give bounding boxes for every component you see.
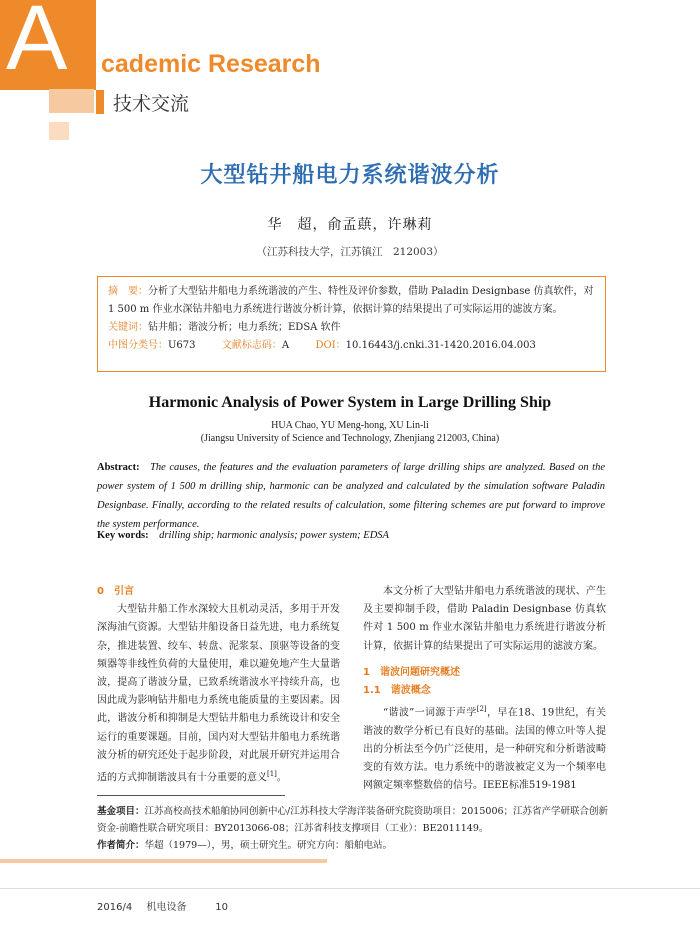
author-note: 作者简介：华超（1979—），男，硕士研究生。研究方向：船舶电站。	[97, 840, 392, 851]
section-0-paragraph: 大型钻井船工作水深较大且机动灵活，多用于开发深海油气资源。大型钻井船设备日益先进，电力系统复杂，推进装置、绞车、转盘、泥浆泵、顶驱等设备的变频器等非线性负荷的大量使用，难以避免地产生大量谐波，提高了谐波分量，已致系统谐波水平持续升高，也因此成为影响钻井船电力系统电能质量的主要因素。因此，谐波分析和抑制是大型钻井船电力系统设计和安全运行的重要课题。目前，国内对大型钻井船电力系统谐波分析的研究还处于起步阶段，对此展开研究并运用合适的方式抑制谐波具有十分重要的意义[1]。	[97, 604, 340, 784]
decor-bar	[96, 90, 104, 114]
body-column-right	[363, 583, 606, 796]
doi-value: 10.16443/j.cnki.31-1420.2016.04.003	[345, 340, 536, 351]
authors-cn: 华 超，俞孟蕻，许琳莉	[267, 217, 433, 233]
decor-square-small	[49, 122, 69, 140]
section-1-1-paragraph: “谐波”一词源于声学[2]，早在18、19世纪，有关谐波的数学分析已有良好的基础。法国的傅立叶等人提出的分析法至今仍广泛使用，是一种研究和分析谐波畸变的有效方法。电力系统中的谐波被定义为一个频率电网额定频率整数倍的信号。IEEE标准519-1981	[363, 705, 606, 792]
section-1-1-heading: 1.1 谐波概念	[363, 685, 431, 697]
logo-letter: A	[6, 0, 68, 89]
page-number: 10	[215, 902, 228, 913]
page-footer	[97, 898, 228, 913]
citation-1: [1]	[267, 770, 277, 779]
authors-en: HUA Chao, YU Meng-hong, XU Lin-li	[271, 420, 429, 431]
section-title: cademic Research	[101, 50, 321, 78]
citation-2: [2]	[476, 705, 487, 714]
decor-square	[49, 89, 94, 113]
paper-title-cn: 大型钻井船电力系统谐波分析	[200, 163, 500, 188]
clc-value: U673	[168, 340, 196, 351]
doc-value: A	[281, 340, 290, 351]
section-1-heading: 1 谐波问题研究概述	[363, 666, 460, 678]
body-column-left	[97, 583, 340, 788]
footnote-rule	[97, 795, 285, 796]
keywords-cn	[108, 319, 595, 337]
affiliation-en: (Jiangsu University of Science and Technology, Zhenjiang 212003, China)	[200, 433, 500, 444]
keywords-en-text: drilling ship; harmonic analysis; power system; EDSA	[159, 530, 389, 541]
abstract-en	[97, 458, 605, 534]
keywords-en	[97, 530, 605, 541]
classification-line	[108, 337, 595, 355]
abstract-en-label: Abstract:	[97, 462, 140, 473]
journal-name: 机电设备	[146, 902, 187, 913]
paper-title-en: Harmonic Analysis of Power System in Large Drilling Ship	[148, 394, 552, 411]
abstract-cn-box	[97, 276, 606, 372]
fund-note: 基金项目：江苏高校高技术船舶协同创新中心/江苏科技大学海洋装备研究院资助项目：2015006；江苏省产学研联合创新资金-前瞻性联合研究项目：BY2013066-08；江苏省科技支撑项目（工业）：BE2011149。	[97, 806, 609, 834]
clc-label: 中图分类号：	[108, 340, 168, 351]
abstract-cn	[108, 283, 595, 319]
doi-label: DOI：	[315, 340, 346, 351]
keywords-cn-text: 钻井船；谐波分析；电力系统；EDSA 软件	[148, 322, 341, 333]
footer-rule	[0, 888, 700, 889]
abstract-en-text: The causes, the features and the evaluation parameters of large drilling ships are analyzed. Based on the power system of 1 500 m drilling ship, harmonic can be analyzed and calculated by the simulation software Paladin Designbase. Finally, according to the related results of calculation, some filtering schemes are put forward to improve the system performance.	[97, 462, 605, 530]
abstract-cn-label: 摘 要：	[108, 286, 148, 297]
decor-bottom-bar	[0, 859, 327, 863]
section-subtitle: 技术交流	[113, 93, 190, 115]
affiliation-cn: （江苏科技大学，江苏镇江 212003）	[256, 246, 444, 258]
issue: 2016/4	[97, 902, 133, 913]
abstract-cn-text: 分析了大型钻井船电力系统谐波的产生、特性及评价参数，借助 Paladin Designbase 仿真软件，对 1 500 m 作业水深钻井船电力系统进行谐波分析计算，依据计算的结果提出了可实际运用的滤波方案。	[108, 286, 594, 315]
keywords-cn-label: 关键词：	[108, 322, 148, 333]
doc-label: 文献标志码：	[221, 340, 282, 351]
section-0-heading: 0 引言	[97, 586, 134, 597]
keywords-en-label: Key words:	[97, 530, 149, 541]
intro-paragraph: 本文分析了大型钻井船电力系统谐波的现状、产生及主要抑制手段，借助 Paladin Designbase 仿真软件对 1 500 m 作业水深钻井船电力系统进行谐波分析计算，依据计算的结果提出了可实际运用的滤波方案。	[363, 586, 606, 652]
footnotes	[97, 803, 613, 854]
